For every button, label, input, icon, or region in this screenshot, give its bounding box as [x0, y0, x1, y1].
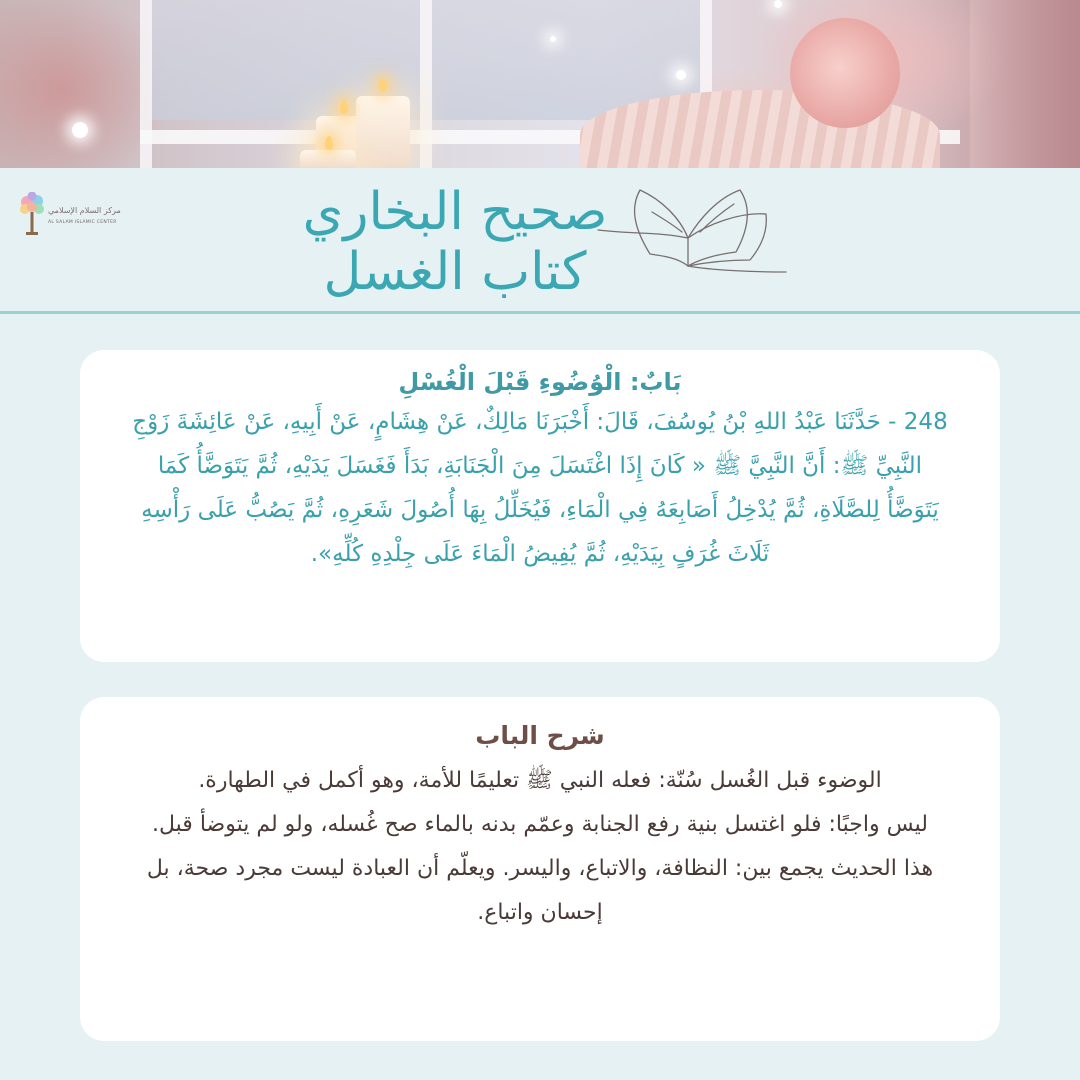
candle [300, 150, 356, 168]
candle-flame [340, 100, 348, 114]
explanation-paragraph: ليس واجبًا: فلو اغتسل بنية رفع الجنابة وعمّم بدنه بالماء صح غُسله، ولو لم يتوضأ قبل. [152, 812, 928, 837]
rose [790, 18, 900, 128]
explanation-paragraph: هذا الحديث يجمع بين: النظافة، والاتباع، واليسر. ويعلّم أن العبادة ليست مجرد صحة، بل إحسان واتباع. [146, 856, 934, 925]
logo-name-arabic: مركز السلام الإسلامي [48, 206, 121, 215]
bokeh-light [774, 0, 782, 8]
header-divider [0, 311, 1080, 314]
candle-flame [379, 78, 387, 92]
center-logo [12, 190, 121, 242]
open-book-icon [590, 178, 790, 286]
explanation-heading: شرح الباب [475, 721, 605, 750]
bokeh-light [550, 36, 556, 42]
bokeh-light [676, 70, 686, 80]
candle [356, 96, 410, 168]
logo-name-english: AL SALAM ISLAMIC CENTER [48, 220, 117, 225]
chapter-title: كتاب الغسل [323, 242, 587, 302]
hadith-text: 248 - حَدَّثَنَا عَبْدُ اللهِ بْنُ يُوسُفَ، قَالَ: أَخْبَرَنَا مَالِكٌ، عَنْ هِشَامٍ، عَنْ أَبِيهِ، عَنْ عَائِشَةَ زَوْجِ النَّبِيِّ ﷺ: أَنَّ النَّبِيَّ ﷺ « كَانَ إِذَا اغْتَسَلَ مِنَ الْجَنَابَةِ، بَدَأَ فَغَسَلَ يَدَيْهِ، ثُمَّ يَتَوَضَّأُ كَمَا يَتَوَضَّأُ لِلصَّلَاةِ، ثُمَّ يُدْخِلُ أَصَابِعَهُ فِي الْمَاءِ، فَيُخَلِّلُ بِهَا أُصُولَ شَعَرِهِ، ثُمَّ يَصُبُّ عَلَى رَأْسِهِ ثَلَاثَ غُرَفٍ بِيَدَيْهِ، ثُمَّ يُفِيضُ الْمَاءَ عَلَى جِلْدِهِ كُلِّهِ». [132, 409, 948, 567]
book-title: صحيح البخاري [302, 182, 608, 242]
hadith-card [80, 350, 1000, 662]
candle-flame [325, 136, 333, 150]
explanation-card [80, 697, 1000, 1041]
tree-logo-icon [18, 192, 46, 236]
curtain [970, 0, 1080, 168]
hero-image [0, 0, 1080, 168]
explanation-paragraph: الوضوء قبل الغُسل سُنّة: فعله النبي ﷺ تعليمًا للأمة، وهو أكمل في الطهارة. [198, 768, 882, 793]
bokeh-light [72, 122, 88, 138]
chapter-heading: بَابٌ: الْوُضُوءِ قَبْلَ الْغُسْلِ [398, 368, 682, 396]
